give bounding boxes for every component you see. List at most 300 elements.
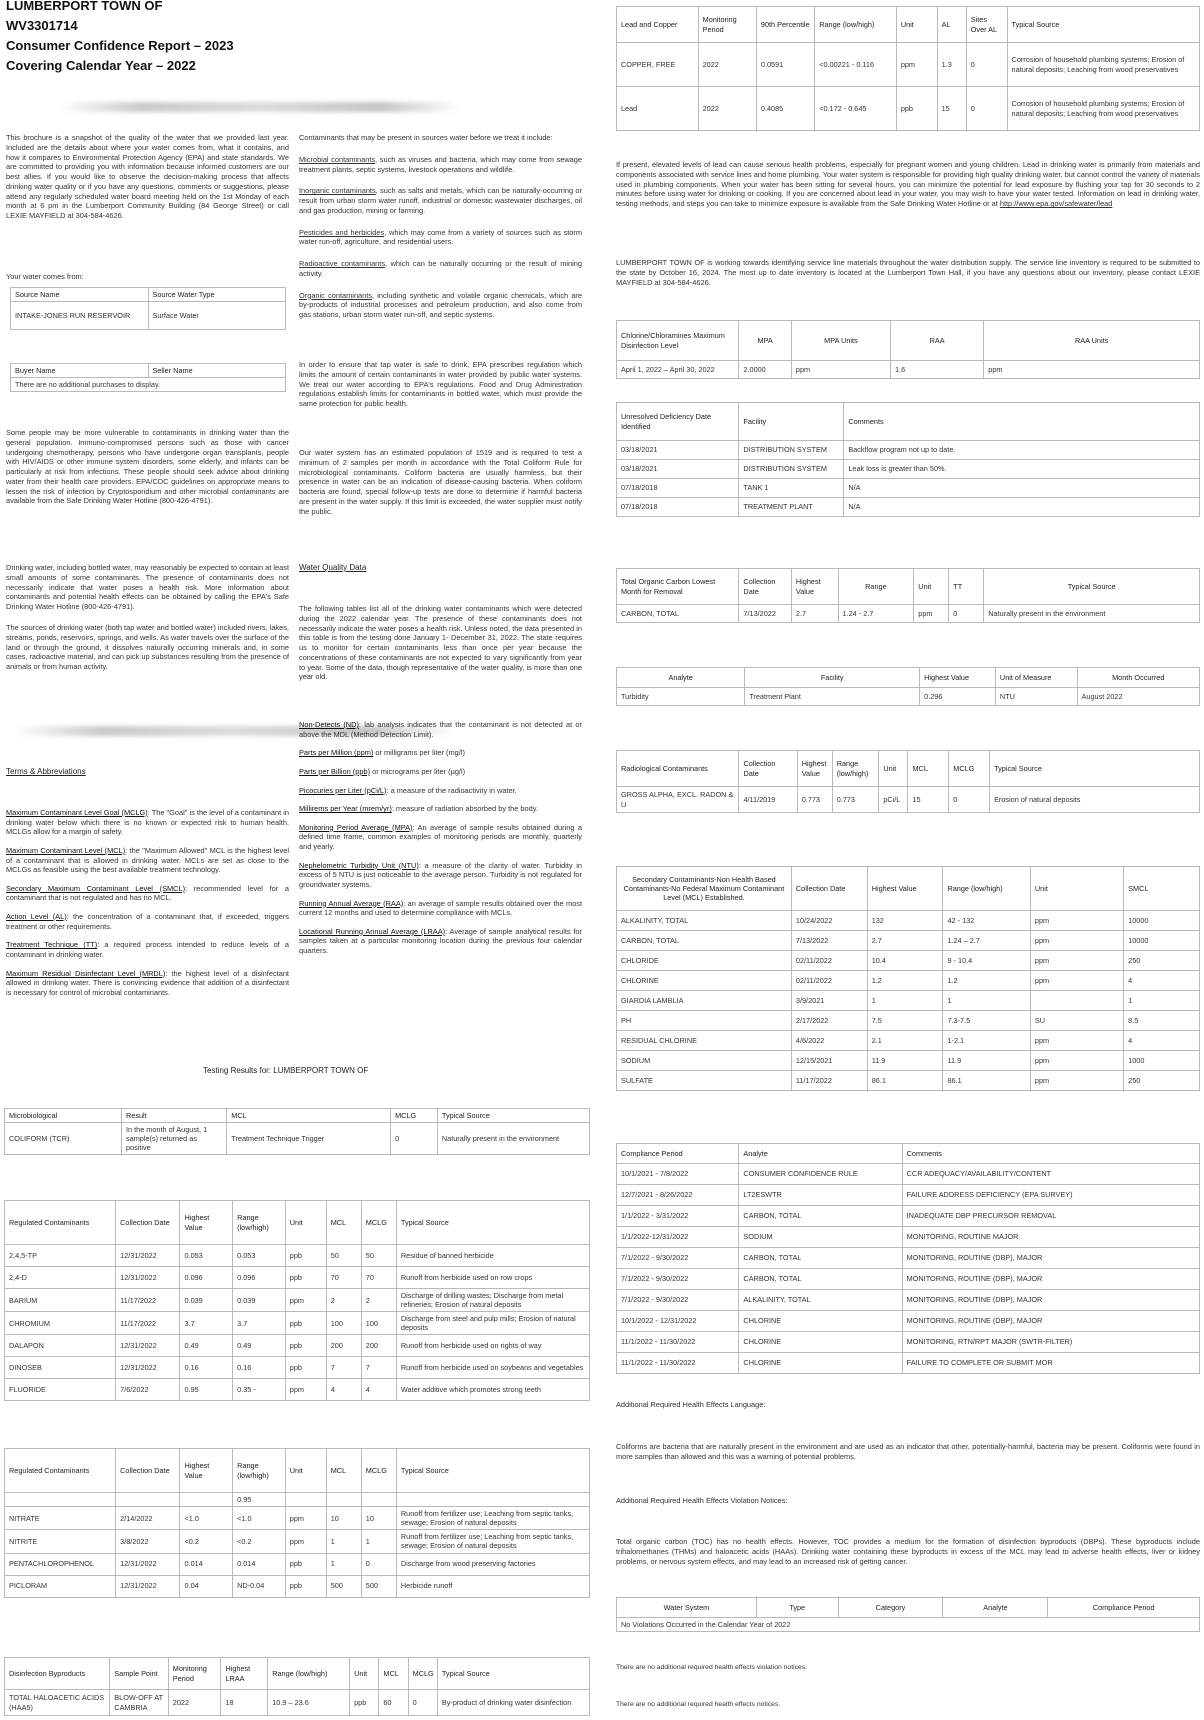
table-cell: 0 [408, 1690, 437, 1716]
table-cell: 10 [326, 1507, 361, 1530]
microbial-text: Microbial contaminants, such as viruses and bacteria, which may come from sewage treatment plants, septic systems, livestock operations and wildlife. [299, 154, 582, 174]
table-row [617, 1051, 1200, 1071]
th-analyte: Analyte [739, 1144, 902, 1164]
th-type: Type [756, 1598, 838, 1618]
table-cell: MONITORING, ROUTINE (DBP), MAJOR [902, 1248, 1199, 1269]
def-ppb: Parts per Billion (ppb) or micrograms per liter (µg/l) [299, 766, 466, 776]
sources-paragraph: The sources of drinking water (both tap water and bottled water) included rivers, lakes, streams, ponds, reservoirs, springs, and wells. As water travels over the surface of the land or through the ground, it dissolves naturally occurring minerals and, in some cases, radioactive material, and can pick up substances resulting from the presence of animals or from human activity. [6, 623, 289, 672]
deficiency-table [616, 402, 1200, 517]
table-cell: ppm [1030, 911, 1123, 931]
table-cell: ppb [285, 1267, 326, 1289]
table-row [617, 1269, 1200, 1290]
th-period: Monitoring Period [168, 1658, 221, 1690]
table-cell: 12/31/2022 [116, 1267, 180, 1289]
table-cell: ppm [1030, 951, 1123, 971]
table-cell [1030, 991, 1123, 1011]
th-period: Compliance Period [1048, 1598, 1200, 1618]
table-cell: 0.35 - [233, 1379, 286, 1401]
table-cell: 12/31/2022 [116, 1357, 180, 1379]
th-mcl: MCL [326, 1449, 361, 1493]
table-cell: 0.096 [233, 1267, 286, 1289]
term-smcl: Secondary Maximum Contaminant Level (SMCL): recommended level for a contaminant that is not regulated and has no MCL. [6, 883, 289, 903]
table-cell: 12/15/2021 [791, 1051, 867, 1071]
table-row [617, 1332, 1200, 1353]
table-cell: FLUORIDE [5, 1379, 116, 1401]
table-cell: ND-0.04 [233, 1575, 286, 1597]
table-row [617, 1011, 1200, 1031]
table-cell: ppm [984, 361, 1200, 379]
def-nd: Non-Detects (ND): lab analysis indicates that the contaminant is not detected at or above the MDL (Method Detection Limit). [299, 720, 582, 739]
table-cell: 0.053 [180, 1245, 233, 1267]
table-cell: 1 [361, 1530, 396, 1553]
th-uom: Unit of Measure [995, 668, 1077, 688]
table-cell: 0.039 [233, 1289, 286, 1312]
th-buyer: Buyer Name [11, 364, 149, 378]
th-lead: Lead and Copper [617, 7, 699, 43]
table-cell: PENTACHLOROPHENOL [5, 1553, 116, 1575]
organic-text: Organic contaminants, including synthetic and volatile organic chemicals, which are by-products of industrial processes and petroleum production, and also come from gas stations, urban storm water run-off, and septic systems. [299, 290, 582, 320]
th-date: Collection Date [739, 569, 791, 605]
th-source-type: Source Water Type [148, 288, 286, 302]
th-micro: Microbiological [5, 1109, 122, 1123]
table-cell: 500 [326, 1575, 361, 1597]
table-row [5, 1507, 590, 1530]
table-cell: 8.5 [1124, 1011, 1200, 1031]
th-mclg: MCLG [361, 1449, 396, 1493]
table-cell: August 2022 [1077, 688, 1199, 706]
term-mcl: Maximum Contaminant Level (MCL): the "Maximum Allowed" MCL is the highest level of a contaminant that is allowed in drinking water. MCLs are set as close to the MCLGs as feasible using the best available treatment technology. [6, 845, 289, 875]
table-row [617, 1290, 1200, 1311]
pesticides-text: Pesticides and herbicides, which may come from a variety of sources such as storm water run-off, agriculture, and residential users. [299, 227, 582, 247]
table-cell: BARIUM [5, 1289, 116, 1312]
table-row [5, 1690, 590, 1716]
table-cell: Turbidity [617, 688, 745, 706]
source-name: INTAKE-JONES RUN RESERVOIR [11, 302, 149, 330]
table-row [617, 1071, 1200, 1091]
table-cell: TANK 1 [739, 479, 844, 498]
th-source: Typical Source [396, 1449, 589, 1493]
table-cell: DISTRIBUTION SYSTEM [739, 441, 844, 460]
table-cell: 0.014 [180, 1553, 233, 1575]
def-ppm: Parts per Million (ppm) or milligrams per liter (mg/l) [299, 748, 465, 758]
table-cell: 200 [361, 1335, 396, 1357]
table-cell: 2022 [168, 1690, 221, 1716]
table-row [5, 1379, 590, 1401]
table-cell: ppm [285, 1530, 326, 1553]
table-cell: 0.0591 [756, 43, 814, 87]
table-cell: 11/17/2022 [116, 1312, 180, 1335]
table-cell: 11/17/2022 [791, 1071, 867, 1091]
report-title: Consumer Confidence Report – 2023 [6, 38, 234, 54]
table-cell: CONSUMER CONFIDENCE RULE [739, 1164, 902, 1185]
table-cell: 1.24 – 2.7 [943, 931, 1030, 951]
th-range: Range (low/high) [233, 1201, 286, 1245]
table-cell: 2,4,5-TP [5, 1245, 116, 1267]
redaction-smear [60, 102, 460, 112]
th-period: Monitoring Period [698, 7, 756, 43]
table-cell: 1000 [1124, 1051, 1200, 1071]
table-cell: 18 [221, 1690, 268, 1716]
th-range: Range (low/high) [815, 7, 897, 43]
table-cell: 2,4-D [5, 1267, 116, 1289]
health-viol-text: Total organic carbon (TOC) has no health effects. However, TOC provides a medium for the formation of disinfection byproducts (DBPs). These byproducts include trihalomethanes (THMs) and haloacetic acids (HAAs). Drinking water containing these byproducts in excess of the MCL may lead to adverse health effects, liver or kidney problems, or nervous system effects, and may lead to an increased risk of getting cancer. [616, 1537, 1200, 1566]
table-cell: Runoff from fertilizer use; Leaching from septic tanks, sewage; Erosion of natural deposits [396, 1507, 589, 1530]
th-facility: Facility [745, 668, 920, 688]
th-mpa-units: MPA Units [791, 321, 890, 361]
table-row [617, 441, 1200, 460]
th-facility: Facility [739, 403, 844, 441]
table-cell: Herbicide runoff [396, 1575, 589, 1597]
table-cell: ppb [285, 1553, 326, 1575]
table-cell: <0.2 [233, 1530, 286, 1553]
table-cell: 02/11/2022 [791, 951, 867, 971]
table-cell: CARBON, TOTAL [739, 1269, 902, 1290]
service-line-paragraph: LUMBERPORT TOWN OF is working towards identifying service line materials throughout the water distribution supply. The service line inventory is required to be submitted to the state by October 16, 2024. The most up to date inventory is located at the Lumberport Town Hall, if you have any questions about our inventory, please contact LEXIE MAYFIELD at 304-584-4626. [616, 258, 1200, 287]
th-al: AL [937, 7, 966, 43]
table-cell: 10/24/2022 [791, 911, 867, 931]
table-cell: 7/1/2022 - 9/30/2022 [617, 1269, 739, 1290]
table-cell: CHLORIDE [617, 951, 792, 971]
th-category: Category [838, 1598, 943, 1618]
table-cell: MONITORING, ROUTINE (DBP), MAJOR [902, 1311, 1199, 1332]
table-cell: ppb [285, 1312, 326, 1335]
table-cell: N/A [844, 479, 1200, 498]
table-cell: CARBON, TOTAL [739, 1206, 902, 1227]
th-unit: Unit [285, 1449, 326, 1493]
table-cell: ppb [285, 1575, 326, 1597]
health-viol-title: Additional Required Health Effects Violation Notices: [616, 1496, 788, 1505]
th-percentile: 90th Percentile [756, 7, 814, 43]
table-cell: 7 [361, 1357, 396, 1379]
table-row [617, 688, 1200, 706]
table-cell: 0 [361, 1553, 396, 1575]
table-cell: NITRATE [5, 1507, 116, 1530]
table-cell: 12/31/2022 [116, 1245, 180, 1267]
table-cell: Water additive which promotes strong teeth [396, 1379, 589, 1401]
table-cell: 7 [326, 1357, 361, 1379]
th-mclg: MCLG [391, 1109, 438, 1123]
th-date: Collection Date [116, 1449, 180, 1493]
table-cell: 4 [1124, 971, 1200, 991]
table-row [5, 1357, 590, 1379]
source-type: Surface Water [148, 302, 286, 330]
table-row [5, 1312, 590, 1335]
table-cell: 7/6/2022 [116, 1379, 180, 1401]
table-cell: 42 - 132 [943, 911, 1030, 931]
dbp-table [4, 1657, 590, 1716]
th-reg: Regulated Contaminants [5, 1449, 116, 1493]
compliance-table [616, 1143, 1200, 1374]
table-cell: 3.7 [233, 1312, 286, 1335]
table-cell: 03/18/2021 [617, 460, 739, 479]
table-cell: 2022 [698, 87, 756, 131]
table-row [5, 1289, 590, 1312]
table-cell: ALKALINITY, TOTAL [617, 911, 792, 931]
table-row [617, 931, 1200, 951]
th-source: Typical Source [437, 1658, 589, 1690]
table-cell: 12/31/2022 [116, 1335, 180, 1357]
table-cell: Discharge from wood preserving factories [396, 1553, 589, 1575]
table-cell: ppb [285, 1245, 326, 1267]
th-unit: Unit [879, 751, 908, 787]
table-cell: 4 [361, 1379, 396, 1401]
table-cell: 2 [361, 1289, 396, 1312]
table-cell: 2/14/2022 [116, 1507, 180, 1530]
table-cell: COPPER, FREE [617, 43, 699, 87]
th-mclg: MCLG [949, 751, 990, 787]
table-cell: 1 [943, 991, 1030, 1011]
report-period: Covering Calendar Year – 2022 [6, 58, 196, 74]
th-month: Month Occurred [1077, 668, 1199, 688]
def-lraa: Locational Running Annual Average (LRAA): Average of sample analytical results for samples taken at a particular monitoring location during the previous four calendar quarters. [299, 926, 582, 955]
th-lraa: Highest LRAA [221, 1658, 268, 1690]
table-row [617, 971, 1200, 991]
table-cell: 200 [326, 1335, 361, 1357]
table-row [617, 43, 1200, 87]
table-cell: PICLORAM [5, 1575, 116, 1597]
th-unit: Unit [896, 7, 937, 43]
th-toc: Total Organic Carbon Lowest Month for Removal [617, 569, 739, 605]
table-cell: 100 [361, 1312, 396, 1335]
table-cell: N/A [844, 498, 1200, 517]
table-cell: ppm [285, 1379, 326, 1401]
def-raa: Running Annual Average (RAA): an average of sample results obtained over the most current 12 months and used to determine compliance with MCLs. [299, 898, 583, 918]
table-row [617, 361, 1200, 379]
table-row [617, 87, 1200, 131]
table-cell: 2.0000 [739, 361, 791, 379]
table-cell: 12/31/2022 [116, 1553, 180, 1575]
th-source: Typical Source [984, 569, 1200, 605]
table-row [5, 1267, 590, 1289]
th-chlorine: Chlorine/Chloramines Maximum Disinfection Level [617, 321, 739, 361]
table-cell: 250 [1124, 1071, 1200, 1091]
table-row [617, 1248, 1200, 1269]
table-cell: 0.014 [233, 1553, 286, 1575]
table-cell: ppm [1030, 1071, 1123, 1091]
table-row [617, 787, 1200, 813]
table-cell: ppb [285, 1335, 326, 1357]
micro-cell: 0 [391, 1123, 438, 1155]
th-unit: Unit [1030, 867, 1123, 911]
table-cell: Treatment Plant [745, 688, 920, 706]
th-range: Range (low/high) [943, 867, 1030, 911]
th-mclg: MCLG [408, 1658, 437, 1690]
table-cell: April 1, 2022 – April 30, 2022 [617, 361, 739, 379]
table-cell: 1.2 [943, 971, 1030, 991]
table-cell: GIARDIA LAMBLIA [617, 991, 792, 1011]
th-source: Typical Source [437, 1109, 589, 1123]
bottled-water-paragraph: Drinking water, including bottled water, may reasonably be expected to contain at least small amounts of some contaminants. The presence of contaminants does not necessarily indicate that water poses a health risk. More information about contaminants and potential health effects can be obtained by calling the EPA's Safe Drinking Water Hotline (800-426-4791). [6, 563, 289, 612]
th-point: Sample Point [110, 1658, 169, 1690]
th-radio: Radiological Contaminants [617, 751, 739, 787]
table-cell: 60 [379, 1690, 408, 1716]
table-cell: 11/1/2022 - 11/30/2022 [617, 1332, 739, 1353]
table-cell: 0.16 [233, 1357, 286, 1379]
table-cell: 7/13/2022 [791, 931, 867, 951]
table-cell: <1.0 [233, 1507, 286, 1530]
table-cell: 0.49 [180, 1335, 233, 1357]
th-date: Collection Date [739, 751, 797, 787]
table-row [617, 1227, 1200, 1248]
table-cell: Residue of banned herbicide [396, 1245, 589, 1267]
table-cell: 1.24 - 2.7 [838, 605, 914, 623]
table-row [5, 1553, 590, 1575]
coliform-paragraph: Our water system has an estimated population of 1519 and is required to test a minimum of 2 samples per month in accordance with the Total Coliform Rule for microbiological contaminants. Coliform bacteria are usually harmless, but their presence in water can be an indication of disease-causing bacteria. When coliform bacteria are found, special follow-up tests are done to determine if harmful bacteria are present in the water supply. If this limit is exceeded, the water supplier must notify the public. [299, 448, 582, 516]
table-cell: MONITORING, ROUTINE MAJOR [902, 1227, 1199, 1248]
regulated-table-2 [4, 1448, 590, 1598]
table-cell: ppm [285, 1289, 326, 1312]
water-quality-title: Water Quality Data [299, 563, 367, 572]
definitions-list [299, 720, 582, 965]
table-cell: 03/18/2021 [617, 441, 739, 460]
table-cell: 50 [361, 1245, 396, 1267]
th-raa-units: RAA Units [984, 321, 1200, 361]
table-cell: 4 [1124, 1031, 1200, 1051]
table-row [617, 1311, 1200, 1332]
th-source: Typical Source [990, 751, 1200, 787]
table-cell: 86.1 [867, 1071, 943, 1091]
th-seller: Seller Name [148, 364, 286, 378]
table-row [5, 1575, 590, 1597]
table-cell: CHROMIUM [5, 1312, 116, 1335]
table-cell: DINOSEB [5, 1357, 116, 1379]
micro-cell: Naturally present in the environment [437, 1123, 589, 1155]
lead-copper-table [616, 6, 1200, 131]
secondary-table [616, 866, 1200, 1091]
table-cell: Lead [617, 87, 699, 131]
microbiological-table [4, 1108, 590, 1155]
th-range: Range [838, 569, 914, 605]
table-cell: 7.3-7.5 [943, 1011, 1030, 1031]
table-cell: 10000 [1124, 911, 1200, 931]
contaminants-section [299, 133, 582, 320]
table-cell: 2 [326, 1289, 361, 1312]
table-cell: BLOW-OFF AT CAMBRIA [110, 1690, 169, 1716]
table-cell: 0.16 [180, 1357, 233, 1379]
th-analyte: Analyte [617, 668, 745, 688]
table-cell: 0.773 [797, 787, 832, 813]
table-cell: CCR ADEQUACY/AVAILABILITY/CONTENT [902, 1164, 1199, 1185]
table-row [5, 1335, 590, 1357]
th-source-name: Source Name [11, 288, 149, 302]
th-mclg: MCLG [361, 1201, 396, 1245]
table-cell: SODIUM [617, 1051, 792, 1071]
th-mpa: MPA [739, 321, 791, 361]
table-cell: Discharge from steel and pulp mills; Erosion of natural deposits [396, 1312, 589, 1335]
th-mcl: MCL [227, 1109, 391, 1123]
notice-violation: There are no additional required health effects violation notices. [616, 1664, 808, 1671]
table-cell: ppm [1030, 971, 1123, 991]
table-cell: 86.1 [943, 1071, 1030, 1091]
table-cell: 132 [867, 911, 943, 931]
table-cell: 4 [326, 1379, 361, 1401]
table-row [617, 951, 1200, 971]
table-cell: 9 - 10.4 [943, 951, 1030, 971]
th-dbp: Disinfection Byproducts [5, 1658, 110, 1690]
table-row [617, 479, 1200, 498]
th-system: Water System [617, 1598, 757, 1618]
violations-empty: No Violations Occurred in the Calendar Year of 2022 [617, 1618, 1200, 1632]
th-unit: Unit [350, 1658, 379, 1690]
table-cell: Runoff from herbicide used on soybeans and vegetables [396, 1357, 589, 1379]
table-cell: ppm [1030, 1051, 1123, 1071]
table-cell: SULFATE [617, 1071, 792, 1091]
table-cell: Discharge of drilling wastes; Discharge from metal refineries; Erosion of natural deposits [396, 1289, 589, 1312]
table-cell: 1-2.1 [943, 1031, 1030, 1051]
table-cell: CARBON, TOTAL [617, 931, 792, 951]
table-row [5, 1245, 590, 1267]
table-cell: DALAPON [5, 1335, 116, 1357]
violations-table [616, 1597, 1200, 1632]
th-mcl: MCL [379, 1658, 408, 1690]
table-cell: ALKALINITY, TOTAL [739, 1290, 902, 1311]
th-result: Result [122, 1109, 227, 1123]
table-cell: 0.95 [180, 1379, 233, 1401]
inorganic-text: Inorganic contaminants, such as salts and metals, which can be naturally-occurring or result from urban storm water runoff, industrial or domestic wastewater discharges, oil and gas production, mining or farming. [299, 186, 582, 215]
contaminants-intro: Contaminants that may be present in sources water before we treat it include: [299, 133, 553, 142]
table-cell: 70 [361, 1267, 396, 1289]
th-range: Range (low/high) [233, 1449, 286, 1493]
table-cell: 1.3 [937, 43, 966, 87]
table-cell: 3.7 [180, 1312, 233, 1335]
table-cell: Runoff from fertilizer use; Leaching from septic tanks, sewage; Erosion of natural deposits [396, 1530, 589, 1553]
source-intro: Your water comes from: [6, 272, 84, 281]
epa-paragraph: In order to ensure that tap water is safe to drink, EPA prescribes regulation which limits the amount of certain contaminants in water provided by public water systems. We treat our water according to EPA's regulations. Food and Drug Administration regulations establish limits for contaminants in bottled water, which must provide the same protection for public health. [299, 360, 582, 409]
table-cell: ppm [1030, 931, 1123, 951]
th-unit: Unit [914, 569, 949, 605]
table-cell: <0.172 - 0.645 [815, 87, 897, 131]
table-cell: 11/1/2022 - 11/30/2022 [617, 1353, 739, 1374]
table-cell: 10/1/2022 - 12/31/2022 [617, 1311, 739, 1332]
table-cell: <1.0 [180, 1507, 233, 1530]
water-quality-paragraph: The following tables list all of the drinking water contaminants which were detected during the 2022 calendar year. The presence of these contaminants does not necessarily indicate the water poses a health risk. Unless noted, the data presented in this table is from the testing done January 1- December 31, 2022. The state requires us to monitor for certain contaminants less than once per year because the concentrations of these contaminants are not expected to vary significantly from year to year. Some of the data, though representative of the water quality, is more than one year old. [299, 604, 582, 682]
table-cell: MONITORING, RTN/RPT MAJOR (SWTR-FILTER) [902, 1332, 1199, 1353]
table-cell: LT2ESWTR [739, 1185, 902, 1206]
health-lang-text: Coliforms are bacteria that are naturally present in the environment and are used as an indicator that other, potentially-harmful, bacteria may be present. Coliforms were found in more samples than allowed and this was a warning of potential problems. [616, 1442, 1200, 1461]
table-cell: 3/8/2022 [116, 1530, 180, 1553]
th-highest: Highest Value [797, 751, 832, 787]
table-cell: GROSS ALPHA, EXCL. RADON & U [617, 787, 739, 813]
table-cell: TOTAL HALOACETIC ACIDS (HAA5) [5, 1690, 110, 1716]
def-mpa: Monitoring Period Average (MPA): An average of sample results obtained during a defined time frame, common examples of monitoring periods are monthly, quarterly and yearly. [299, 822, 582, 851]
table-cell: MONITORING, ROUTINE (DBP), MAJOR [902, 1269, 1199, 1290]
table-cell: 07/18/2018 [617, 479, 739, 498]
table-cell: 0.053 [233, 1245, 286, 1267]
health-lang-title: Additional Required Health Effects Language: [616, 1400, 766, 1409]
table-cell: 4/6/2022 [791, 1031, 867, 1051]
table-row [617, 1031, 1200, 1051]
table-cell: CARBON, TOTAL [617, 605, 739, 623]
table-row [617, 911, 1200, 931]
th-highest: Highest Value [867, 867, 943, 911]
source-table [10, 287, 286, 330]
th-raa: RAA [891, 321, 984, 361]
lead-paragraph: If present, elevated levels of lead can cause serious health problems, especially for pregnant women and young children. Lead in drinking water is primarily from materials and components associated with service lines and home plumbing. Your water system is responsible for providing high quality drinking water, but cannot control the variety of materials used in plumbing components. When your water has been sitting for several hours, you can minimize the potential for lead exposure by flushing your tap for 30 seconds to 2 minutes before using water for drinking or cooking. If you are concerned about lead in your water, you may wish to have your water tested. Information on lead in drinking water, testing methods, and steps you can take to minimize exposure is available from the Safe Drinking Water Hotline or at http://www.epa.gov/safewater/lead [616, 160, 1200, 209]
table-cell: 50 [326, 1245, 361, 1267]
micro-cell: In the month of August, 1 sample(s) returned as positive [122, 1123, 227, 1155]
th-range: Range (low/high) [268, 1658, 350, 1690]
table-cell: <0.00221 - 0.116 [815, 43, 897, 87]
table-cell: SODIUM [739, 1227, 902, 1248]
th-highest: Highest Value [791, 569, 838, 605]
table-cell: 2.1 [867, 1031, 943, 1051]
table-cell: 2/17/2022 [791, 1011, 867, 1031]
lead-link[interactable]: http://www.epa.gov/safewater/lead [999, 199, 1113, 209]
table-cell: 0.296 [920, 688, 996, 706]
th-date: Collection Date [116, 1201, 180, 1245]
toc-table [616, 568, 1200, 623]
table-cell: ppm [1030, 1031, 1123, 1051]
